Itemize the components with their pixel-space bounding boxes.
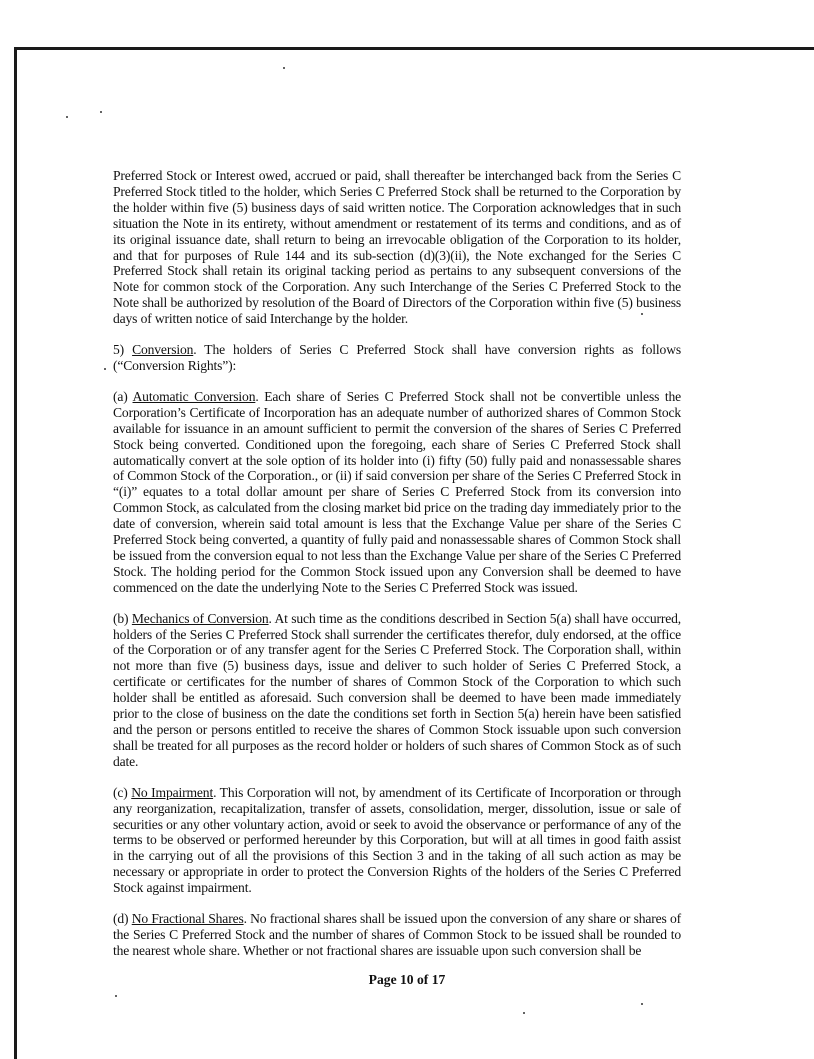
subsection-label: (a): [113, 388, 128, 404]
scan-speck: [66, 116, 68, 118]
subsection-c-no-impairment: [113, 785, 681, 896]
scan-speck: [100, 111, 102, 113]
subsection-text: . At such time as the conditions described in Section 5(a) shall have occurred, holders of the Series C Preferred Stock shall surrender the certificates therefor, duly endorsed, at the office of the Corporation or of any transfer agent for the Series C Preferred Stock. The Corporation shall, within not more than five (5) business days, issue and deliver to such holder of Series C Preferred Stock, a certificate or certificates for the number of shares of Common Stock of the Corporation to which such holder shall be entitled as aforesaid. Such conversion shall be deemed to have been made immediately prior to the close of business on the date the conditions set forth in Section 5(a) herein have been satisfied and the person or persons entitled to receive the shares of Common Stock issuable upon such conversion shall be treated for all purposes as the record holder or holders of such shares of Common Stock as of such date.: [113, 610, 682, 769]
subsection-text: . Each share of Series C Preferred Stock shall not be convertible unless the Corporation’s Certificate of Incorporation has an adequate number of authorized shares of Common Stock available for issuance in an amount sufficient to permit the conversion of the shares of Series C Preferred Stock being converted. Conditioned upon the foregoing, each share of Series C Preferred Stock shall automatically convert at the sole option of its holder into (i) fifty (50) fully paid and nonassessable shares of Common Stock of the Corporation., or (ii) if said conversion per share of the Series C Preferred Stock in “(i)” equates to a total dollar amount per share of Series C Preferred Stock from its conversion into Common Stock, as calculated from the closing market bid price on the trading day immediately prior to the date of conversion, wherein said total amount is less that the Exchange Value per share of the Series C Preferred Stock being converted, a quantity of fully paid and nonassessable shares of Common Stock shall be issued from the conversion equal to not less than the Exchange Value per share of the Series C Preferred Stock. The holding period for the Common Stock issued upon any Conversion shall be deemed to have commenced on the date the underlying Note to the Series C Preferred Stock was issued.: [113, 388, 682, 595]
section-heading: Conversion: [132, 342, 194, 358]
subsection-heading: Automatic Conversion: [132, 388, 256, 404]
subsection-heading: Mechanics of Conversion: [131, 610, 269, 626]
paragraph-text: Preferred Stock or Interest owed, accrued or paid, shall thereafter be interchanged back from the Series C Preferred Stock titled to the holder, which Series C Preferred Stock shall be returned to the Corporation by the holder within five (5) business days of said written notice. The Corporation acknowledges that in such situation the Note in its entirety, without amendment or restatement of its terms and conditions, and as of its original issuance date, shall return to being an irrevocable obligation of the Corporation to its holder, and that for purposes of Rule 144 and its sub-section (d)(3)(ii), the Note exchanged for the Series C Preferred Stock shall retain its original tacking period as pertains to any subsequent conversions of the Note for common stock of the Corporation. Any such Interchange of the Series C Preferred Stock to the Note shall be authorized by resolution of the Board of Directors of the Corporation within five (5) business days of written notice of said Interchange by the holder.: [113, 168, 681, 327]
subsection-a-automatic-conversion: [113, 389, 681, 596]
subsection-text: . No fractional shares shall be issued upon the conversion of any share or shares of the Series C Preferred Stock and the number of shares of Common Stock to be issued shall be rounded to the nearest whole share. Whether or not fractional shares are issuable upon such conversion shall be: [113, 911, 682, 958]
subsection-d-no-fractional-shares: [113, 911, 681, 959]
subsection-text: . This Corporation will not, by amendment of its Certificate of Incorporation or through any reorganization, recapitalization, transfer of assets, consolidation, merger, dissolution, issue or sale of securities or any other voluntary action, avoid or seek to avoid the observance or performance of any of the terms to be observed or performed hereunder by this Corporation, but will at all times in good faith assist in the carrying out of all the provisions of this Section 3 and in the taking of all such action as may be necessary or appropriate in order to protect the Conversion Rights of the holders of the Series C Preferred Stock against impairment.: [113, 784, 681, 896]
scan-border-left: [14, 47, 17, 1059]
section-5-conversion: [113, 342, 681, 374]
scan-border-top: [14, 47, 814, 50]
page-number-footer: Page 10 of 17: [368, 972, 446, 987]
scan-speck: [523, 1012, 525, 1014]
subsection-label: (b): [113, 610, 129, 626]
scan-speck: [641, 1003, 643, 1005]
subsection-label: (c): [113, 784, 128, 800]
subsection-b-mechanics-of-conversion: [113, 611, 681, 770]
document-body: [113, 168, 681, 974]
section-number: 5): [113, 342, 125, 358]
scan-speck: [115, 995, 117, 997]
section-text: . The holders of Series C Preferred Stock shall have conversion rights as follows (“Conversion Rights”):: [113, 342, 682, 373]
subsection-heading: No Fractional Shares: [131, 911, 244, 927]
scan-speck: [104, 368, 106, 370]
subsection-heading: No Impairment: [131, 784, 214, 800]
paragraph-interchange: [113, 168, 681, 327]
subsection-label: (d): [113, 911, 129, 927]
scan-speck: [283, 67, 285, 69]
